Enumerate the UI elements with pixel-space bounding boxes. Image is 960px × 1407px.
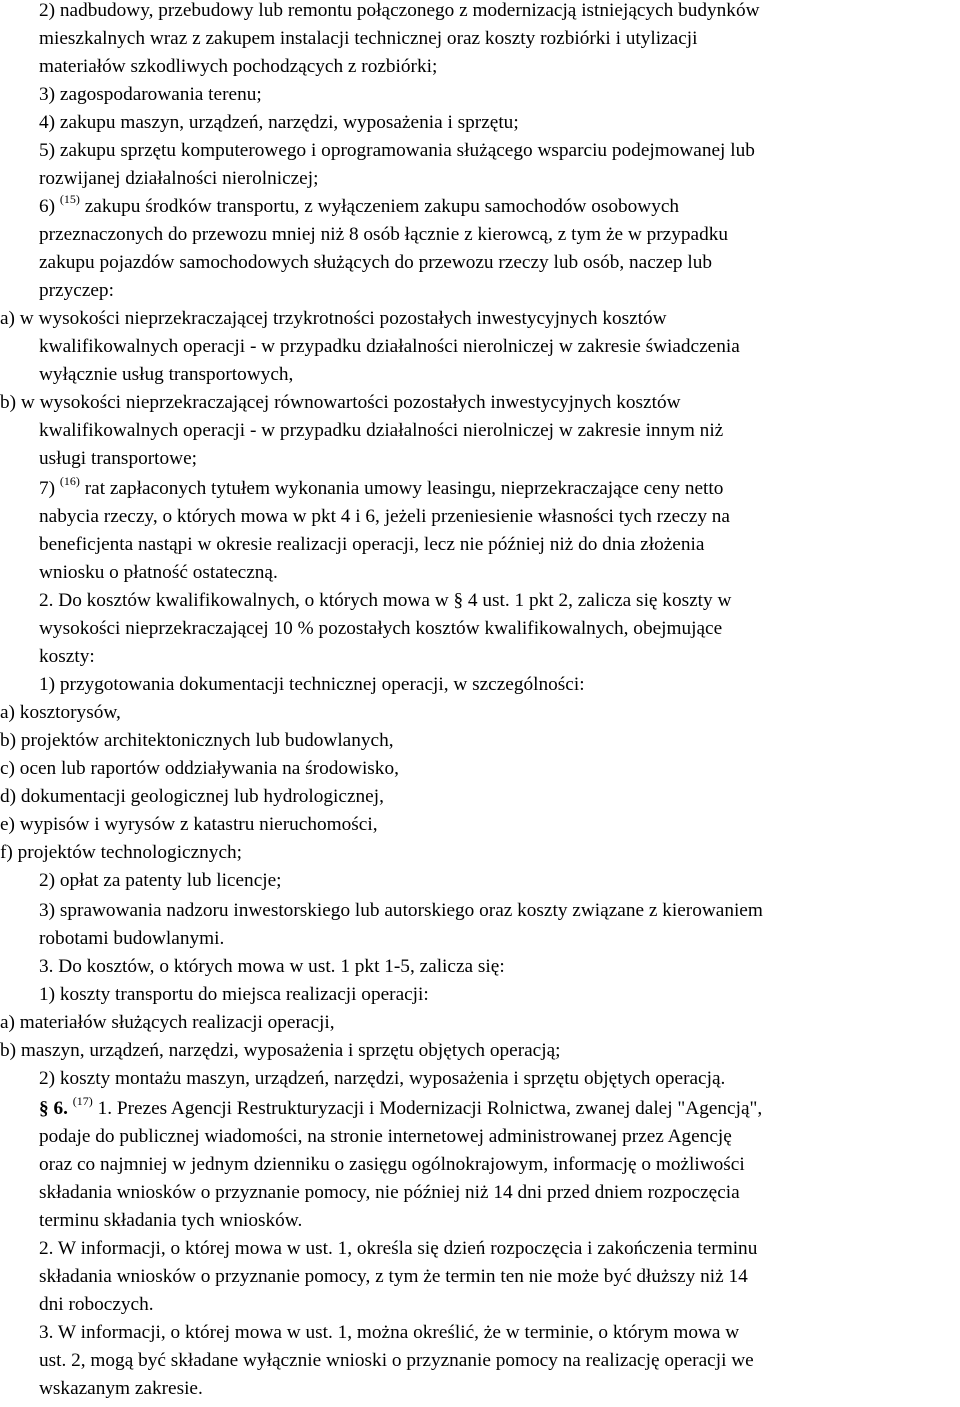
text-line: beneficjenta nastąpi w okresie realizacji operacji, lecz nie później niż do dnia złożenia xyxy=(39,534,705,555)
text-line: 2. Do kosztów kwalifikowalnych, o których mowa w § 4 ust. 1 pkt 2, zalicza się koszty w xyxy=(39,590,732,611)
line-text: rat zapłaconych tytułem wykonania umowy leasingu, nieprzekraczające ceny netto xyxy=(79,478,724,499)
text-line: d) dokumentacji geologicznej lub hydrologicznej, xyxy=(0,786,384,807)
text-line: wysokości nieprzekraczającej 10 % pozostałych kosztów kwalifikowalnych, obejmujące xyxy=(39,618,723,639)
text-line: e) wypisów i wyrysów z katastru nieruchomości, xyxy=(0,814,378,835)
text-line-with-footnote xyxy=(39,1095,762,1123)
text-line: a) materiałów służących realizacji operacji, xyxy=(0,1012,335,1033)
text-line: 2) opłat za patenty lub licencje; xyxy=(39,870,282,891)
text-line: kwalifikowalnych operacji - w przypadku działalności nierolniczej w zakresie innym niż xyxy=(39,420,724,441)
text-line: 1) przygotowania dokumentacji technicznej operacji, w szczególności: xyxy=(39,674,585,695)
text-line: f) projektów technologicznych; xyxy=(0,842,243,863)
text-line: 3. W informacji, o której mowa w ust. 1, można określić, że w terminie, o którym mowa w xyxy=(39,1322,740,1343)
text-line: robotami budowlanymi. xyxy=(39,928,225,949)
text-line: składania wniosków o przyznanie pomocy, nie później niż 14 dni przed dniem rozpoczęcia xyxy=(39,1182,740,1203)
text-line: oraz co najmniej w jednym dzienniku o zasięgu ogólnokrajowym, informację o możliwości xyxy=(39,1154,745,1175)
line-text: 1. Prezes Agencji Restrukturyzacji i Modernizacji Rolnictwa, zwanej dalej "Agencją", xyxy=(92,1098,763,1119)
footnote-marker: (16) xyxy=(59,474,80,488)
text-line: wskazanym zakresie. xyxy=(39,1378,203,1399)
text-line: terminu składania tych wniosków. xyxy=(39,1210,303,1231)
text-line: przeznaczonych do przewozu mniej niż 8 osób łącznie z kierowcą, z tym że w przypadku xyxy=(39,224,729,245)
text-line: podaje do publicznej wiadomości, na stronie internetowej administrowanej przez Agencję xyxy=(39,1126,732,1147)
section-marker: § 6. xyxy=(39,1098,68,1119)
text-line: usługi transportowe; xyxy=(39,448,197,469)
text-line: ust. 2, mogą być składane wyłącznie wnioski o przyznanie pomocy na realizację operacji we xyxy=(39,1350,754,1371)
text-line: a) w wysokości nieprzekraczającej trzykrotności pozostałych inwestycyjnych kosztów xyxy=(0,308,667,329)
text-line: 2) nadbudowy, przebudowy lub remontu połączonego z modernizacją istniejących budynków xyxy=(39,0,760,21)
text-line: a) kosztorysów, xyxy=(0,702,121,723)
text-line: 3) sprawowania nadzoru inwestorskiego lub autorskiego oraz koszty związane z kierowaniem xyxy=(39,900,763,921)
text-line: mieszkalnych wraz z zakupem instalacji technicznej oraz koszty rozbiórki i utylizacji xyxy=(39,28,698,49)
text-line: 2. W informacji, o której mowa w ust. 1, określa się dzień rozpoczęcia i zakończenia terminu xyxy=(39,1238,758,1259)
text-line: rozwijanej działalności nierolniczej; xyxy=(39,168,319,189)
text-line: koszty: xyxy=(39,646,95,667)
text-line: 1) koszty transportu do miejsca realizacji operacji: xyxy=(39,984,429,1005)
text-line: 3. Do kosztów, o których mowa w ust. 1 pkt 1-5, zalicza się: xyxy=(39,956,505,977)
text-line: wniosku o płatność ostateczną. xyxy=(39,562,278,583)
text-line: nabycia rzeczy, o których mowa w pkt 4 i 6, jeżeli przeniesienie własności tych rzeczy na xyxy=(39,506,730,527)
line-text: zakupu środków transportu, z wyłączeniem zakupu samochodów osobowych xyxy=(79,196,680,217)
line-prefix: 7) xyxy=(39,478,60,499)
text-line: b) projektów architektonicznych lub budowlanych, xyxy=(0,730,394,751)
line-prefix: 6) xyxy=(39,196,60,217)
text-line: 2) koszty montażu maszyn, urządzeń, narzędzi, wyposażenia i sprzętu objętych operacją. xyxy=(39,1068,726,1089)
text-line: materiałów szkodliwych pochodzących z rozbiórki; xyxy=(39,56,438,77)
footnote-marker: (17) xyxy=(72,1094,93,1108)
text-line: wyłącznie usług transportowych, xyxy=(39,364,294,385)
text-line: przyczep: xyxy=(39,280,114,301)
text-line: zakupu pojazdów samochodowych służących do przewozu rzeczy lub osób, naczep lub xyxy=(39,252,712,273)
text-line: b) w wysokości nieprzekraczającej równowartości pozostałych inwestycyjnych kosztów xyxy=(0,392,681,413)
footnote-marker: (15) xyxy=(59,192,80,206)
text-line: 5) zakupu sprzętu komputerowego i oprogramowania służącego wsparciu podejmowanej lub xyxy=(39,140,755,161)
text-line: c) ocen lub raportów oddziaływania na środowisko, xyxy=(0,758,399,779)
text-line-with-footnote xyxy=(39,193,679,221)
text-line: kwalifikowalnych operacji - w przypadku działalności nierolniczej w zakresie świadczenia xyxy=(39,336,740,357)
text-line: 4) zakupu maszyn, urządzeń, narzędzi, wyposażenia i sprzętu; xyxy=(39,112,519,133)
text-line-with-footnote xyxy=(39,475,723,503)
text-line: dni roboczych. xyxy=(39,1294,154,1315)
text-line: składania wniosków o przyznanie pomocy, z tym że termin ten nie może być dłuższy niż 14 xyxy=(39,1266,748,1287)
text-line: 3) zagospodarowania terenu; xyxy=(39,84,262,105)
text-line: b) maszyn, urządzeń, narzędzi, wyposażenia i sprzętu objętych operacją; xyxy=(0,1040,561,1061)
